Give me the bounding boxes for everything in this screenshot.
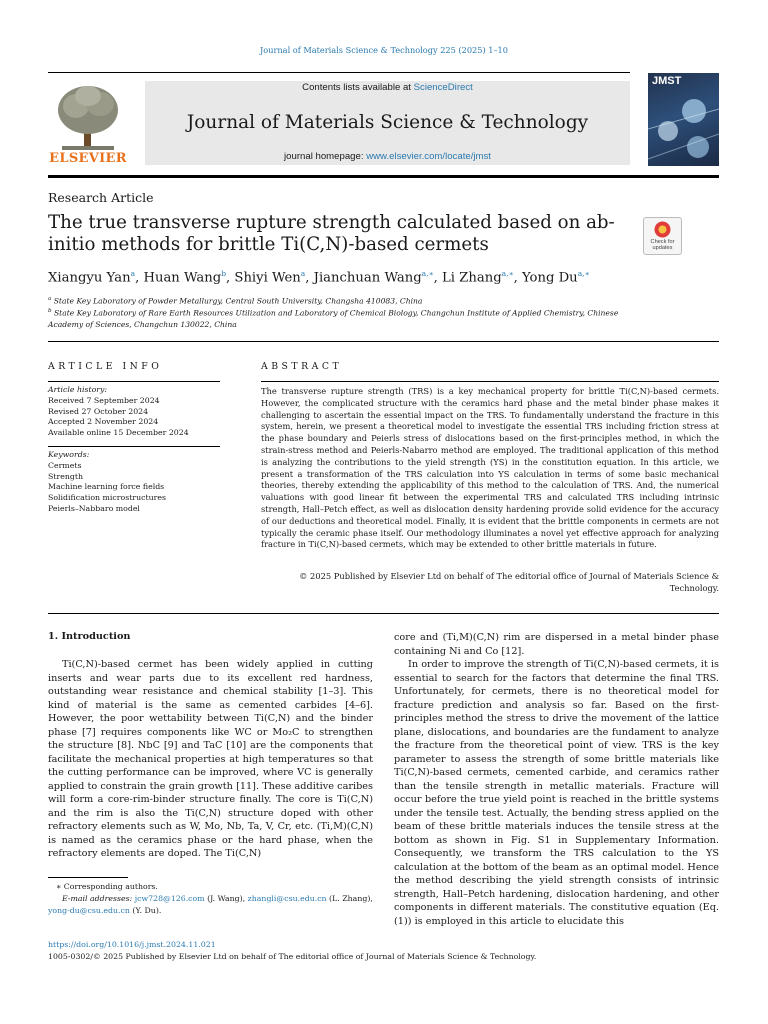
keyword: Machine learning force fields (48, 482, 165, 492)
author-affiliation-mark[interactable]: a,∗ (577, 269, 590, 278)
check-for-updates-button[interactable] (643, 217, 682, 255)
corresponding-note: ∗ Corresponding authors. (56, 882, 158, 891)
author-name[interactable]: Huan Wang (143, 270, 222, 286)
homepage-line (145, 151, 630, 162)
history-item: Received 7 September 2024 (48, 395, 160, 405)
keyword: Peierls–Nabbaro model (48, 503, 140, 513)
email-owner: (L. Zhang), (326, 893, 373, 903)
affiliation-text: State Key Laboratory of Powder Metallurgy, Central South University, Changsha 410083, China (53, 296, 423, 306)
journal-title: Journal of Materials Science & Technology (186, 112, 589, 133)
contents-line (145, 82, 630, 93)
keywords (48, 450, 220, 515)
doi-block (48, 939, 536, 962)
history-label: Article history: (48, 385, 108, 394)
keywords-label: Keywords: (48, 450, 90, 459)
check-updates-icon (654, 221, 671, 238)
author-affiliation-mark[interactable]: a,∗ (421, 269, 434, 278)
footnote (48, 881, 373, 916)
author-affiliation-mark[interactable]: a,∗ (501, 269, 514, 278)
email-link[interactable]: jcw728@126.com (134, 893, 205, 903)
divider (48, 341, 719, 342)
author-name[interactable]: Yong Du (521, 270, 578, 286)
author-list: Xiangyu Yan$^a$, Huan Wang$^b$, Shiyi Wen$^a$, Jianchuan Wang$^{a,∗}$, Li Zhang$^{a,∗}$, Yong $Du^{a,∗}$ (48, 269, 590, 286)
email-label: E-mail addresses: (62, 893, 135, 903)
paragraph: core and (Ti,M)(C,N) rim are dispersed in a metal binder phase containing Ni and Co [12]. (394, 632, 719, 657)
author-name[interactable]: Xiangyu Yan (48, 270, 131, 286)
issn-line: 1005-0302/© 2025 Published by Elsevier Ltd on behalf of The editorial office of Journal of Materials Science & Technology. (48, 951, 537, 961)
keyword: Solidification microstructures (48, 493, 166, 503)
homepage-prefix: journal homepage: (284, 151, 367, 162)
affiliation-mark: b (48, 308, 52, 314)
history-item: Revised 27 October 2024 (48, 406, 149, 416)
cover-art (648, 89, 719, 166)
article-type: Research Article (48, 190, 154, 205)
abstract-text: The transverse rupture strength (TRS) is a key mechanical property for brittle Ti(C,N)-based cermets. However, the complicated structure with the ceramics hard phase and the metal binder phase makes it challenging to ascertain the essential impact on the TRS. To fundamentally understand the fracture in this system, herein, we present a theoretical model to investigate the essential TRS including friction stress at the phase boundary and Peierls stress of dislocations based on the first-principles method, in which the strain-stress method and Peierls-Nabarro method are employed. The traditional application of this method is analyzing the contributions to the yield strength (YS) in the constitution equation. In this article, we present a transformation of the TRS calculation into YS calculation in terms of some basic mechanical theories, thereby extending the applicability of this method to the calculation of TRS. And, the numerical valuations with good linear fit between the experimental TRS and calculated TRS including intrinsic strength, Hall–Petch effect, as well as dislocation density hardening provide solid evidence for the accuracy of our deductions and theoretical model. Finally, it is evident that the brittle components in cermets are not typically the ceramic phase itself. Our methodology illuminates a novel yet effective approach for analyzing fracture in Ti(C,N)-based cermets, which may be extended to other brittle materials in future. (261, 386, 719, 550)
divider (261, 381, 719, 382)
section-heading-introduction: 1. Introduction (48, 631, 131, 642)
top-rule (48, 72, 630, 73)
history-item: Available online 15 December 2024 (48, 428, 189, 438)
affiliation-text: State Key Laboratory of Rare Earth Resources Utilization and Laboratory of Chemical Biology, Changchun Institute of Applied Chemistry, Chinese Academy of Sciences, Changchun 130022, China (48, 308, 619, 330)
email-owner: (J. Wang), (204, 893, 248, 903)
affiliation-b (48, 306, 648, 331)
divider (48, 613, 719, 614)
intro-left-column (48, 658, 373, 861)
check-updates-label: Check for updates (650, 239, 675, 251)
email-link[interactable]: yong-du@csu.edu.cn (48, 905, 130, 915)
author-name[interactable]: Shiyi Wen (234, 270, 301, 286)
email-link[interactable]: zhangli@csu.edu.cn (247, 893, 327, 903)
abstract-heading: ABSTRACT (261, 361, 343, 372)
email-owner: (Y. Du). (129, 905, 162, 915)
doi-link[interactable]: https://doi.org/10.1016/j.jmst.2024.11.021 (48, 940, 216, 949)
sciencedirect-link[interactable]: ScienceDirect (413, 82, 473, 93)
history-item: Accepted 2 November 2024 (48, 417, 159, 427)
article-title: The true transverse rupture strength calculated based on ab-initio methods for brittle Ti(C,N)-based cermets (48, 212, 615, 255)
paragraph: Ti(C,N)-based cermet has been widely applied in cutting inserts and wear parts due to its excellent red hardness, outstanding wear resistance and chemical stability [1–3]. This kind of material is the same as cemented carbides [4–6]. However, the poor wettability between Ti(C,N) and the binder phase [7] requires components like WC or Mo₂C to strengthen the structure [8]. NbC [9] and TaC [10] are the components that facilitate the mechanical properties at high temperatures so that the cutting performance can be improved, where VC is generally applied to constrain the grain growth [11]. These additive caribes will form a core-rim-binder structure finally. The core is Ti(C,N) and the rim is also the Ti(C,N) structure doped with other refractory elements such as W, Mo, Nb, Ta, V, Cr, etc. (Ti,M)(C,N) is named as the ceramics phase or the hard phase, when the refractory elements are doped. The Ti(C,N) (48, 659, 373, 859)
header-divider (48, 175, 719, 178)
paragraph: In order to improve the strength of Ti(C,N)-based cermets, it is essential to search for the factors that determine the final TRS. Unfortunately, for cermets, there is no theoretical model for fracture prediction and analysis so far. Based on the first-principles method the stress to drive the movement of the lattice plane, dislocations, and boundaries are the fundament to analyze the fracture from the theoretical point of view. TRS is the key parameter to assess the strength of some brittle materials like Ti(C,N)-based cermets, cemented carbide, and ceramics rather than the tensile strength in metallic materials. Fracture will occur before the true yield point is reached in the brittle systems under the tensile test. Actually, the bending stress applied on the beam of these brittle materials induces the tensile stress at the bottom as shown in Fig. S1 in Supplementary Information. Consequently, we transform the TRS calculation to the YS calculation at the bottom of the beam as an optimal model. Hence the method describing the yield strength consists of intrinsic strength, Hall–Petch hardening, dislocation hardening, and other components in different materials. The constitutive equation (Eq. (1)) is employed in this article to elucidate this (394, 659, 719, 927)
cover-label: JMST (652, 75, 682, 87)
intro-right-column (394, 631, 719, 928)
author-name[interactable]: Li Zhang (442, 270, 502, 286)
contents-prefix: Contents lists available at (302, 82, 414, 93)
journal-reference[interactable]: Journal of Materials Science & Technology 225 (2025) 1–10 (260, 45, 508, 55)
elsevier-wordmark: ELSEVIER (49, 151, 127, 166)
keyword: Cermets (48, 460, 82, 470)
article-info-heading: ARTICLE INFO (48, 361, 163, 372)
author-affiliation-mark[interactable]: a (130, 269, 136, 278)
author-affiliation-mark[interactable]: b (221, 269, 227, 278)
article-history (48, 385, 220, 439)
abstract-copyright: © 2025 Published by Elsevier Ltd on behalf of The editorial office of Journal of Materials Science & Technology. (299, 571, 719, 593)
keyword: Strength (48, 471, 83, 481)
homepage-link[interactable]: www.elsevier.com/locate/jmst (366, 151, 491, 162)
author-affiliation-mark[interactable]: a (300, 269, 306, 278)
affiliation-mark: a (48, 296, 52, 302)
journal-cover[interactable] (648, 73, 719, 166)
divider (48, 381, 220, 382)
author-name[interactable]: Jianchuan Wang (313, 270, 422, 286)
divider (48, 446, 220, 447)
footnote-rule (48, 877, 128, 878)
